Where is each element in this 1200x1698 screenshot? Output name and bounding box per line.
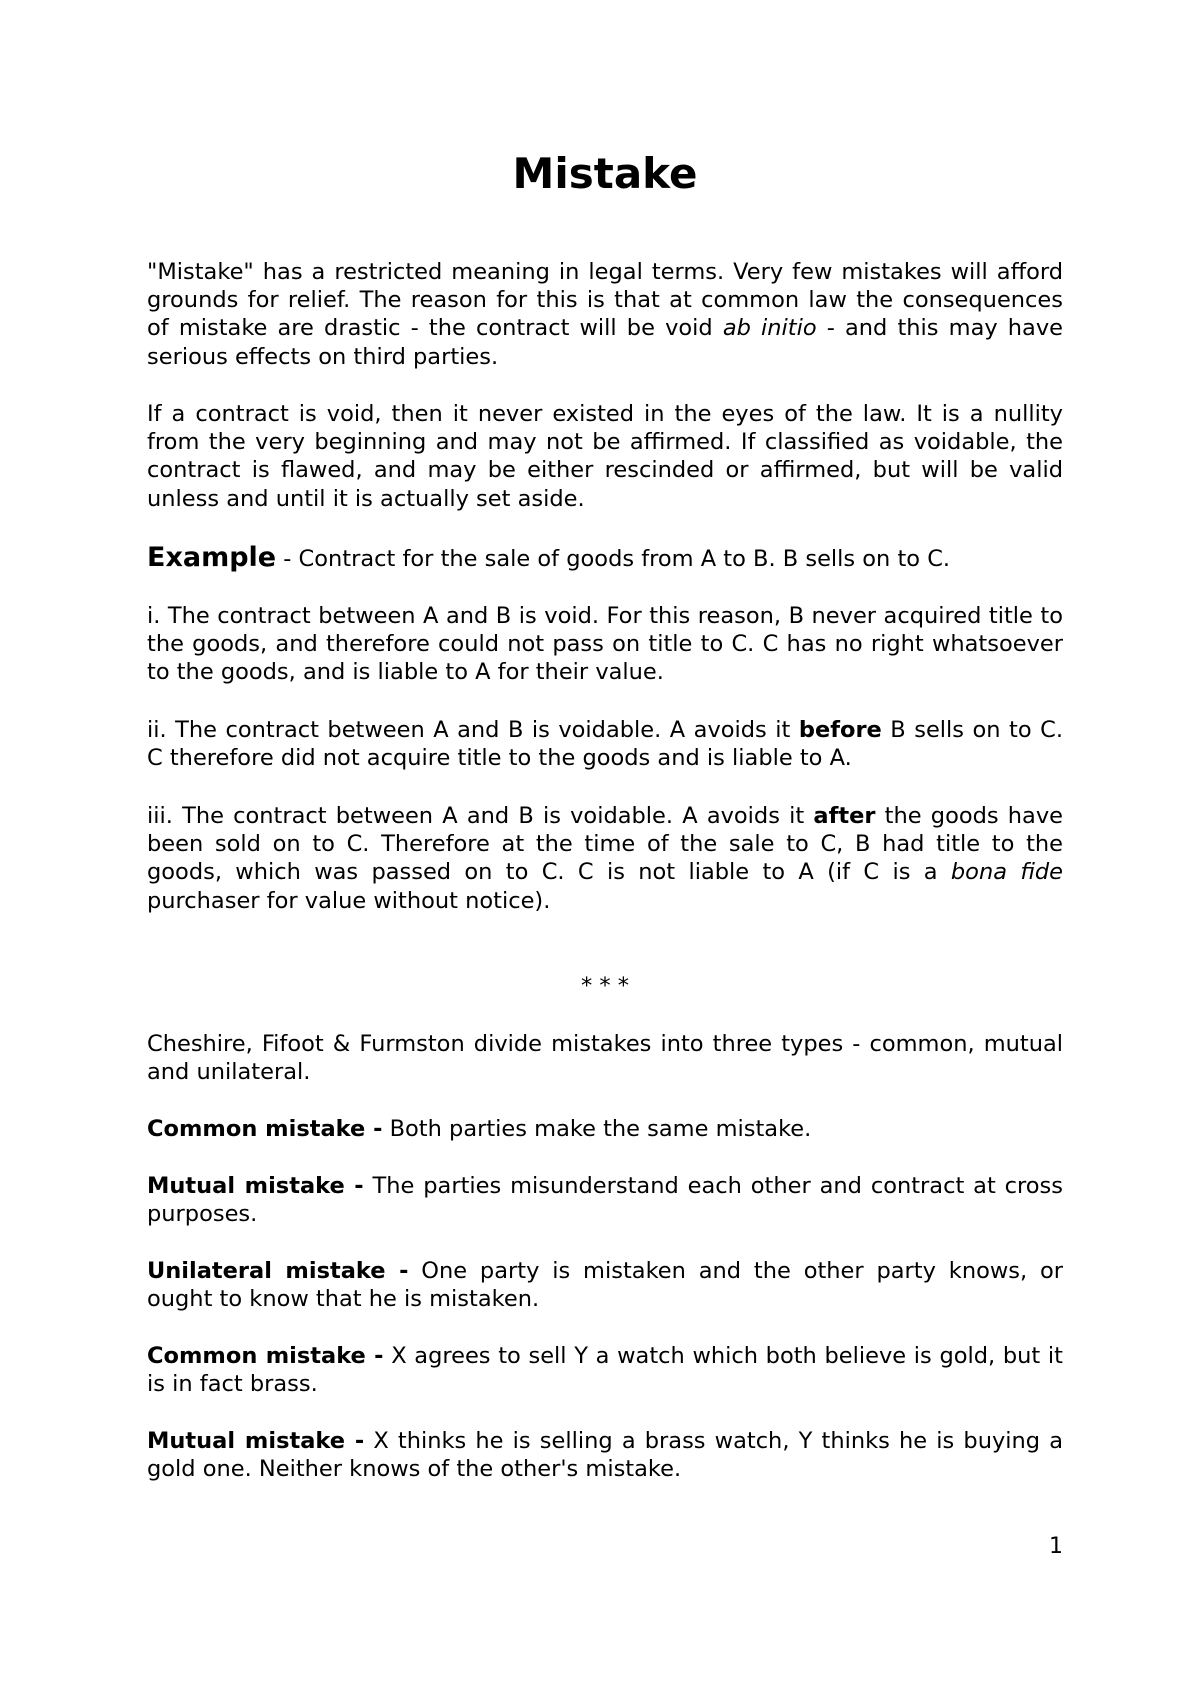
common-mistake-example-label: Common mistake - <box>147 1343 384 1369</box>
example-text: Contract for the sale of goods from A to B. B sells on to C. <box>298 546 951 572</box>
common-mistake-example-text: X agrees to sell Y a watch which both believe is gold, but it is in fact brass. <box>147 1343 1063 1398</box>
example-dash: - <box>276 546 299 572</box>
common-mistake-example <box>147 1342 1063 1398</box>
types-intro-paragraph: Cheshire, Fifoot & Furmston divide mistakes into three types - common, mutual and unilateral. <box>147 1031 1063 1086</box>
example-label: Example <box>147 542 277 573</box>
mutual-mistake-example-label: Mutual mistake - <box>147 1428 365 1454</box>
bona-fide-italic: bona fide <box>950 859 1063 886</box>
ab-initio-italic: ab initio <box>722 315 817 342</box>
section-separator: * * * <box>580 973 630 999</box>
mutual-mistake-label: Mutual mistake - <box>147 1173 364 1199</box>
page-number: 1 <box>1049 1534 1063 1559</box>
mutual-mistake-example <box>147 1427 1063 1483</box>
case-i-paragraph: i. The contract between A and B is void. For this reason, B never acquired title to the goods, and therefore could not pass on title to C. C has no right whatsoever to the goods, and is liable to A for their value. <box>147 603 1063 686</box>
intro-paragraph-1 <box>147 258 1063 371</box>
mutual-mistake-example-text: X thinks he is selling a brass watch, Y thinks he is buying a gold one. Neither knows of the other's mistake. <box>147 1428 1063 1483</box>
example-paragraph <box>147 544 1063 573</box>
case-ii-text-a: ii. The contract between A and B is voidable. A avoids it <box>147 717 799 743</box>
after-bold: after <box>813 803 876 829</box>
document-page <box>147 0 1063 1698</box>
case-iii-text-a: iii. The contract between A and B is voidable. A avoids it <box>147 803 814 829</box>
common-mistake-definition <box>147 1115 1063 1143</box>
case-iii-text-c: purchaser for value without notice). <box>147 887 551 914</box>
case-ii-paragraph <box>147 716 1063 772</box>
before-bold: before <box>798 717 882 743</box>
intro-paragraph-2: If a contract is void, then it never existed in the eyes of the law. It is a nullity from the very beginning and may not be affirmed. If classified as voidable, the contract is flawed, and may be either rescinded or affirmed, but will be valid unless and until it is actually set aside. <box>147 401 1063 512</box>
mutual-mistake-definition <box>147 1172 1063 1228</box>
common-mistake-text: Both parties make the same mistake. <box>382 1116 812 1142</box>
intro-text-b: - and this may have serious effects on third parties. <box>147 315 1064 370</box>
case-ii-text-b: B sells on to C. C therefore did not acquire title to the goods and is liable to A. <box>147 717 1063 772</box>
unilateral-mistake-text: One party is mistaken and the other party knows, or ought to know that he is mistaken. <box>147 1258 1063 1313</box>
page-title: Mistake <box>512 149 698 198</box>
case-iii-paragraph <box>147 802 1063 915</box>
unilateral-mistake-label: Unilateral mistake - <box>147 1258 409 1284</box>
common-mistake-label: Common mistake - <box>147 1116 383 1142</box>
case-iii-text-b: the goods have been sold on to C. Therefore at the time of the sale to C, B had title to the goods, which was passed on to C. C is not liable to A (if C is a <box>147 803 1063 886</box>
intro-text-a: "Mistake" has a restricted meaning in legal terms. Very few mistakes will afford grounds for relief. The reason for this is that at common law the consequences of mistake are drastic - the contract will be void <box>147 259 1063 342</box>
mutual-mistake-text: The parties misunderstand each other and contract at cross purposes. <box>147 1173 1063 1228</box>
unilateral-mistake-definition <box>147 1257 1063 1313</box>
